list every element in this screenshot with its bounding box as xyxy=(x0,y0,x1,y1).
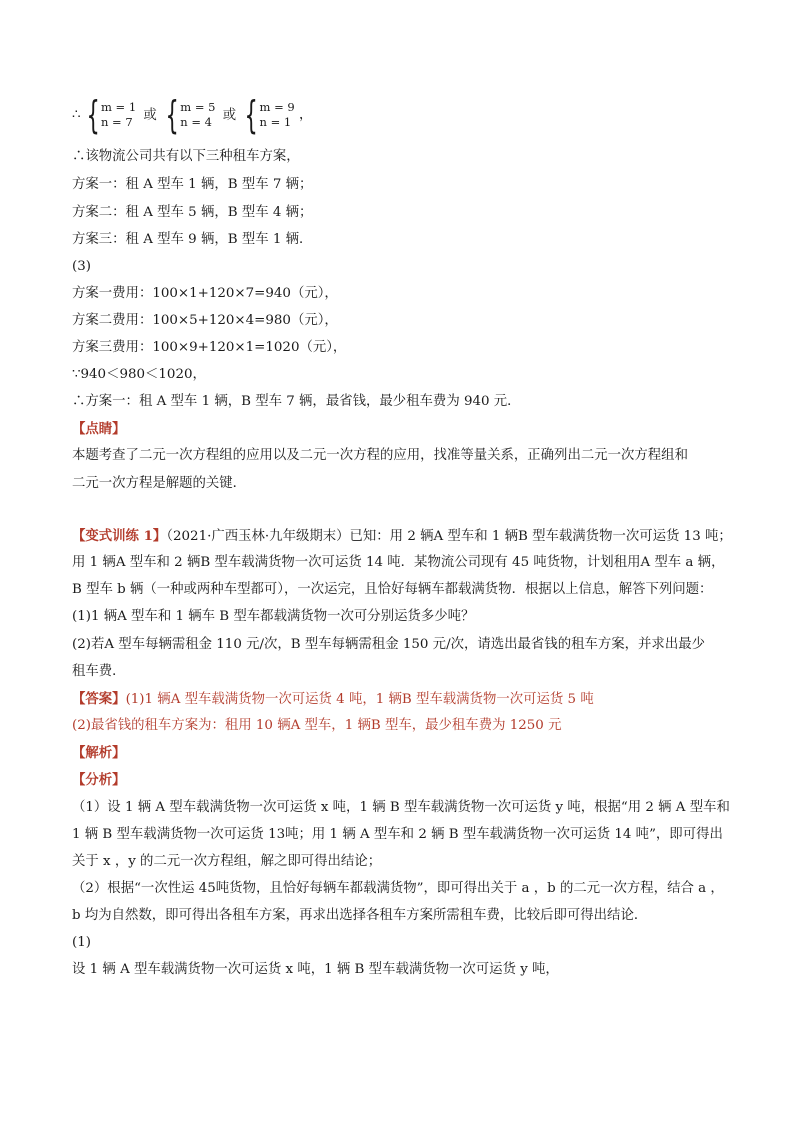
text-line: 方案一：租 A 型车 1 辆，B 型车 7 辆； xyxy=(72,177,313,192)
answer-label: 【答案】 xyxy=(72,691,126,707)
question-2: (2)若A 型车每辆需租金 110 元/次，B 型车每辆需租金 150 元/次，请选出最省钱的租车方案，并求出最少 xyxy=(72,637,705,652)
system-1-eq-2: n = 7 xyxy=(100,115,133,129)
system-3-eq-1: m = 9 xyxy=(259,100,295,114)
equation-system-2: { m = 5 n = 4 xyxy=(165,93,216,137)
comma: ， xyxy=(298,107,313,123)
heading-fenxi: 【分析】 xyxy=(72,772,126,788)
text-line: 设 1 辆 A 型车载满货物一次可运货 x 吨，1 辆 B 型车载满货物一次可运货 y 吨， xyxy=(72,962,559,977)
answer-2: (2)最省钱的租车方案为：租用 10 辆A 型车，1 辆B 型车，最少租车费为 1250 元 xyxy=(72,718,562,733)
text-line: b 均为自然数，即可得出各租车方案，再求出选择各租车方案所需租车费，比较后即可得出结论． xyxy=(72,908,648,923)
text-line: ∵940＜980＜1020， xyxy=(72,367,206,382)
text-line: 租车费． xyxy=(72,664,126,679)
text-line: 用 1 辆A 型车和 2 辆B 型车载满货物一次可运货 14 吨．某物流公司现有 45 吨货物，计划租用A 型车 a 辆， xyxy=(72,555,725,570)
text-line: 本题考查了二元一次方程组的应用以及二元一次方程的应用，找准等量关系，正确列出二元一次方程组和 xyxy=(72,448,688,463)
text-line: 关于 x ，y 的二元一次方程组，解之即可得出结论； xyxy=(72,854,382,869)
text-line: 二元一次方程是解题的关键． xyxy=(72,476,247,491)
heading-jiexi: 【解析】 xyxy=(72,745,126,761)
exercise-source: （2021·广西玉林·九年级期末）已知：用 2 辆A 型车和 1 辆B 型车载满货物一次可运货 13 吨； xyxy=(166,529,732,544)
equation-system-1: { m = 1 n = 7 xyxy=(86,93,137,137)
text-line: 方案一费用：100×1+120×7=940（元）， xyxy=(72,286,338,301)
answer-line xyxy=(72,690,594,709)
section-number: (3) xyxy=(72,259,91,274)
section-number: (1) xyxy=(72,935,91,950)
text-line: B 型车 b 辆（一种或两种车型都可），一次运完，且恰好每辆车都载满货物．根据以上信息，解答下列问题： xyxy=(72,582,713,597)
text-line: 方案二：租 A 型车 5 辆，B 型车 4 辆； xyxy=(72,205,313,220)
text-line: 方案三费用：100×9+120×1=1020（元）， xyxy=(72,340,347,355)
text-line: 方案二费用：100×5+120×4=980（元）， xyxy=(72,313,338,328)
question-1: (1)1 辆A 型车和 1 辆车 B 型车都载满货物一次可分别运货多少吨？ xyxy=(72,609,475,624)
text-line: 方案三：租 A 型车 9 辆，B 型车 1 辆． xyxy=(72,232,313,247)
system-2-eq-1: m = 5 xyxy=(180,100,216,114)
exercise-label: 【变式训练 1】 xyxy=(72,528,167,544)
system-1-eq-1: m = 1 xyxy=(100,100,137,114)
text-line: 1 辆 B 型车载满货物一次可运货 13吨；用 1 辆 A 型车和 2 辆 B 型车载满货物一次可运货 14 吨”，即可得出 xyxy=(72,827,723,842)
equation-system-3: { m = 9 n = 1 xyxy=(244,93,295,137)
conclusion-line: ∴方案一：租 A 型车 1 辆，B 型车 7 辆，最省钱，最少租车费为 940 元． xyxy=(72,394,521,409)
solution-systems xyxy=(72,93,313,137)
answer-1: (1)1 辆A 型车载满货物一次可运货 4 吨，1 辆B 型车载满货物一次可运货 5 吨 xyxy=(125,692,594,707)
heading-dianjing: 【点睛】 xyxy=(72,421,126,437)
text-line: ∴该物流公司共有以下三种租车方案， xyxy=(72,149,300,164)
or-word: 或 xyxy=(222,107,237,123)
system-3-eq-2: n = 1 xyxy=(259,115,292,129)
exercise-title-line xyxy=(72,527,732,546)
or-word: 或 xyxy=(143,107,157,123)
text-line: （2）根据“一次性运 45吨货物，且恰好每辆车都载满货物”，即可得出关于 a ，b 的二元一次方程，结合 a ， xyxy=(72,881,724,896)
text-line: （1）设 1 辆 A 型车载满货物一次可运货 x 吨，1 辆 B 型车载满货物一次可运货 y 吨，根据“用 2 辆 A 型车和 xyxy=(72,800,730,815)
system-2-eq-2: n = 4 xyxy=(180,115,212,129)
therefore-symbol: ∴ xyxy=(72,107,81,123)
